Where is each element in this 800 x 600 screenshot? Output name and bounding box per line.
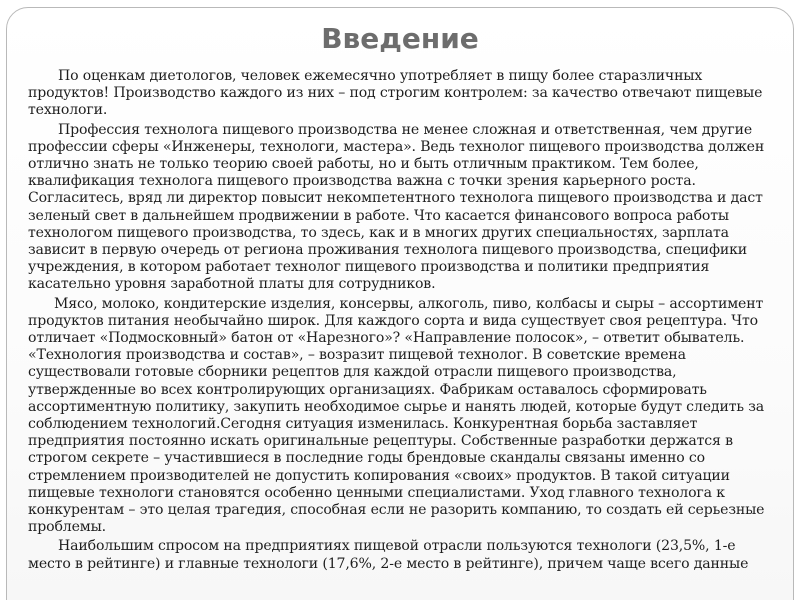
paragraph-profession: Профессия технолога пищевого производства не менее сложная и ответственная, чем другие профессии сферы «Инженеры, технологи, мастера». Ведь технолог пищевого производства должен отлично знать не только теорию своей работы, но и быть отличным практиком. Тем более, квалификация технолога пищевого производства важна с точки зрения карьерного роста. Согласитесь, вряд ли директор повысит некомпетентного технолога пищевого производства и даст зеленый свет в дальнейшем продвижении в работе. Что касается финансового вопроса работы технологом пищевого производства, то здесь, как и в многих других специальностях, зарплата зависит в первую очередь от региона проживания технолога пищевого производства, специфики учреждения, в котором работает технолог пищевого производства и политики предприятия касательно уровня заработной платы для сотрудников.: [28, 121, 765, 293]
paragraph-demand: Наибольшим спросом на предприятиях пищевой отрасли пользуются технологи (23,5%, 1-е место в рейтинге) и главные технологи (17,6%, 2-е место в рейтинге), причем чаще всего данные: [28, 538, 749, 572]
slide-body: [28, 68, 776, 575]
slide-title: Введение: [321, 22, 479, 55]
paragraph-assortment: Мясо, молоко, кондитерские изделия, консервы, алкоголь, пиво, колбасы и сыры – ассортимент продуктов питания необычайно широк. Для каждого сорта и вида существует своя рецептура. Что отличает «Подмосковный» батон от «Нарезного»? «Направление полосок», – ответит обыватель. «Технология производства и состав», – возразит пищевой технолог. В советские времена существовали готовые сборники рецептов для каждой отрасли пищевого производства, утвержденные во всех контролирующих организациях. Фабрикам оставалось сформировать ассортиментную политику, закупить необходимое сырье и нанять людей, которые будут следить за соблюдением технологий.Сегодня ситуация изменилась. Конкурентная борьба заставляет предприятия постоянно искать оригинальные рецептуры. Собственные разработки держатся в строгом секрете – участившиеся в последние годы брендовые скандалы связаны именно со стремлением производителей не допустить копирования «своих» продуктов. В такой ситуации пищевые технологи становятся особенно ценными специалистами. Уход главного технолога к конкурентам – это целая трагедия, способная если не разорить компанию, то создать ей серьезные проблемы.: [28, 295, 765, 536]
paragraph-intro: По оценкам диетологов, человек ежемесячно употребляет в пищу более стаpазличных продуктов! Производство каждого из них – под строгим контролем: за качество отвечают пищевые технологи.: [28, 68, 763, 119]
